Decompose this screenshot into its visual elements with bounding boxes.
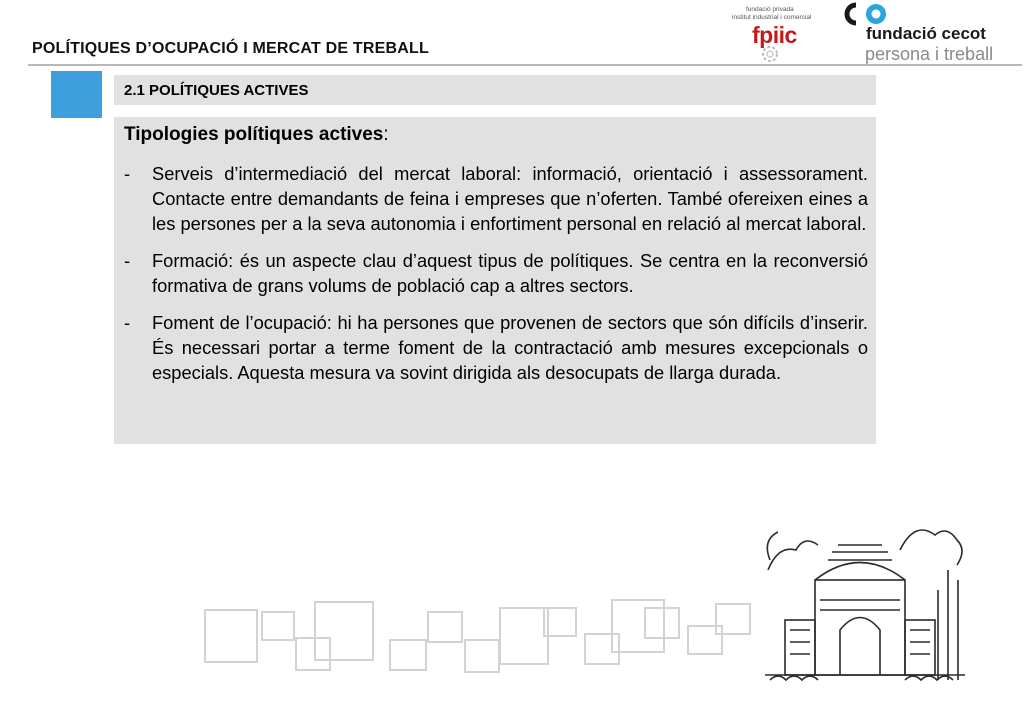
- cecot-logo-name: fundació cecot: [866, 24, 986, 43]
- bullet-text: Foment de l’ocupació: hi ha persones que provenen de sectors que són difícils d’inserir. És necessari portar a terme foment de la contractació amb mesures excepcionals o especials. Aquesta mesura va sovint dirigida als desocupats de llarga durada.: [152, 312, 868, 383]
- list-item: [124, 161, 868, 236]
- fpiic-logo-line2: institut industrial i comercial: [732, 14, 812, 21]
- content-title: [124, 124, 389, 146]
- fpiic-gear-icon: [754, 46, 794, 64]
- fpiic-logo-name: fpiic: [752, 22, 797, 48]
- section-bar: [114, 75, 876, 105]
- bullet-list: [124, 161, 868, 397]
- fpiic-logo: [732, 6, 822, 61]
- decorative-footer-illustration: [0, 500, 1024, 709]
- list-item: [124, 310, 868, 385]
- page-header-title: POLÍTIQUES D’OCUPACIÓ I MERCAT DE TREBALL: [32, 40, 429, 57]
- list-item: [124, 248, 868, 298]
- fpiic-logo-line1: fundació privada: [746, 6, 794, 13]
- cecot-logo-subtitle: persona i treball: [865, 44, 994, 64]
- cecot-mark-icon: [844, 2, 890, 26]
- content-panel: [114, 117, 876, 444]
- bullet-dash: -: [124, 250, 131, 271]
- accent-square: [51, 71, 102, 118]
- bullet-dash: -: [124, 163, 131, 184]
- bullet-dash: -: [124, 312, 131, 333]
- bullet-text: Serveis d’intermediació del mercat laboral: informació, orientació i assessorament. Contacte entre demandants de feina i empreses que n’oferten. També ofereixen eines a les persones per a la seva autonomia i enfortiment personal en relació al mercat laboral.: [152, 163, 868, 234]
- bullet-text: Formació: és un aspecte clau d’aquest tipus de polítiques. Se centra en la reconversió formativa de grans volums de població cap a altres sectors.: [152, 250, 868, 296]
- cecot-logo: [844, 2, 1019, 66]
- section-label: 2.1 POLÍTIQUES ACTIVES: [124, 82, 309, 99]
- content-title-text: Tipologies polítiques actives: [124, 124, 384, 145]
- content-title-colon: :: [383, 124, 389, 145]
